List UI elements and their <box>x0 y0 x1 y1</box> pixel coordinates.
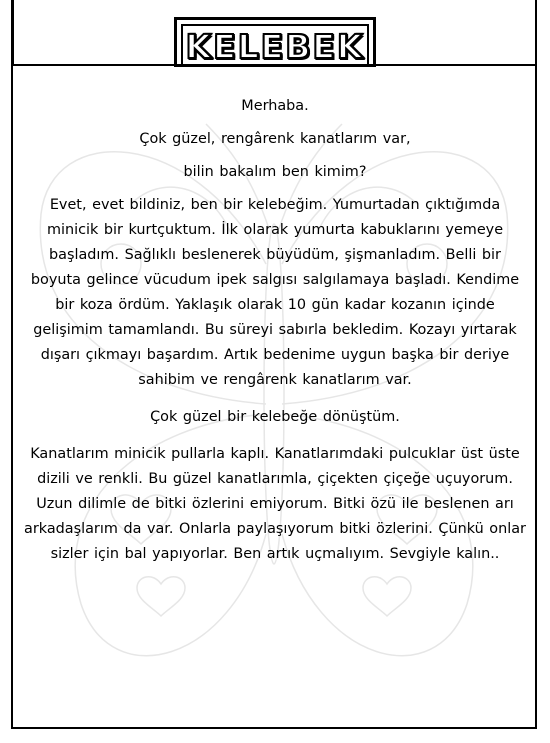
intro-line: Çok güzel, rengârenk kanatlarım var, <box>139 131 411 147</box>
question-line: bilin bakalım ben kimim? <box>183 164 367 180</box>
page-title: KELEBEK <box>185 26 365 66</box>
story-text <box>24 94 526 579</box>
story-paragraph-1: Evet, evet bildiniz, ben bir kelebeğim. Yumurtadan çıktığımda minicik bir kurtçuktum. İlk olarak yumurta kabuklarını yemeye başladım. Sağlıklı beslenerek büyüdüm, şişmanladım. Belli bir boyuta gelince vücudum ipek salgısı salgılamaya başladı. Kendime bir koza ördüm. Yaklaşık olarak 10 gün kadar kozanın içinde gelişimim tamamlandı. Bu süreyi sabırla bekledim. Kozayı yırtarak dışarı çıkmayı başardım. Artık bedenime uygun başka bir deriye sahibim ve rengârenk kanatlarım var. <box>30 197 520 388</box>
title-box <box>174 17 376 67</box>
frame-left-top-line <box>11 0 14 66</box>
greeting-line: Merhaba. <box>241 98 309 114</box>
transformation-line: Çok güzel bir kelebeğe dönüştüm. <box>150 409 400 425</box>
story-paragraph-2: Kanatlarım minicik pullarla kaplı. Kanatlarımdaki pulcuklar üst üste dizili ve renkli. Bu güzel kanatlarımla, çiçekten çiçeğe uçuyorum. Uzun dilimle de bitki özlerini emiyorum. Bitki özü ile beslenen arı arkadaşlarım da var. Onlarla paylaşıyorum bitki özlerini. Çünkü onlar sizler için bal yapıyorlar. Ben artık uçmalıyım. Sevgiyle kalın.. <box>24 446 526 562</box>
frame-right-top-line <box>535 0 538 66</box>
